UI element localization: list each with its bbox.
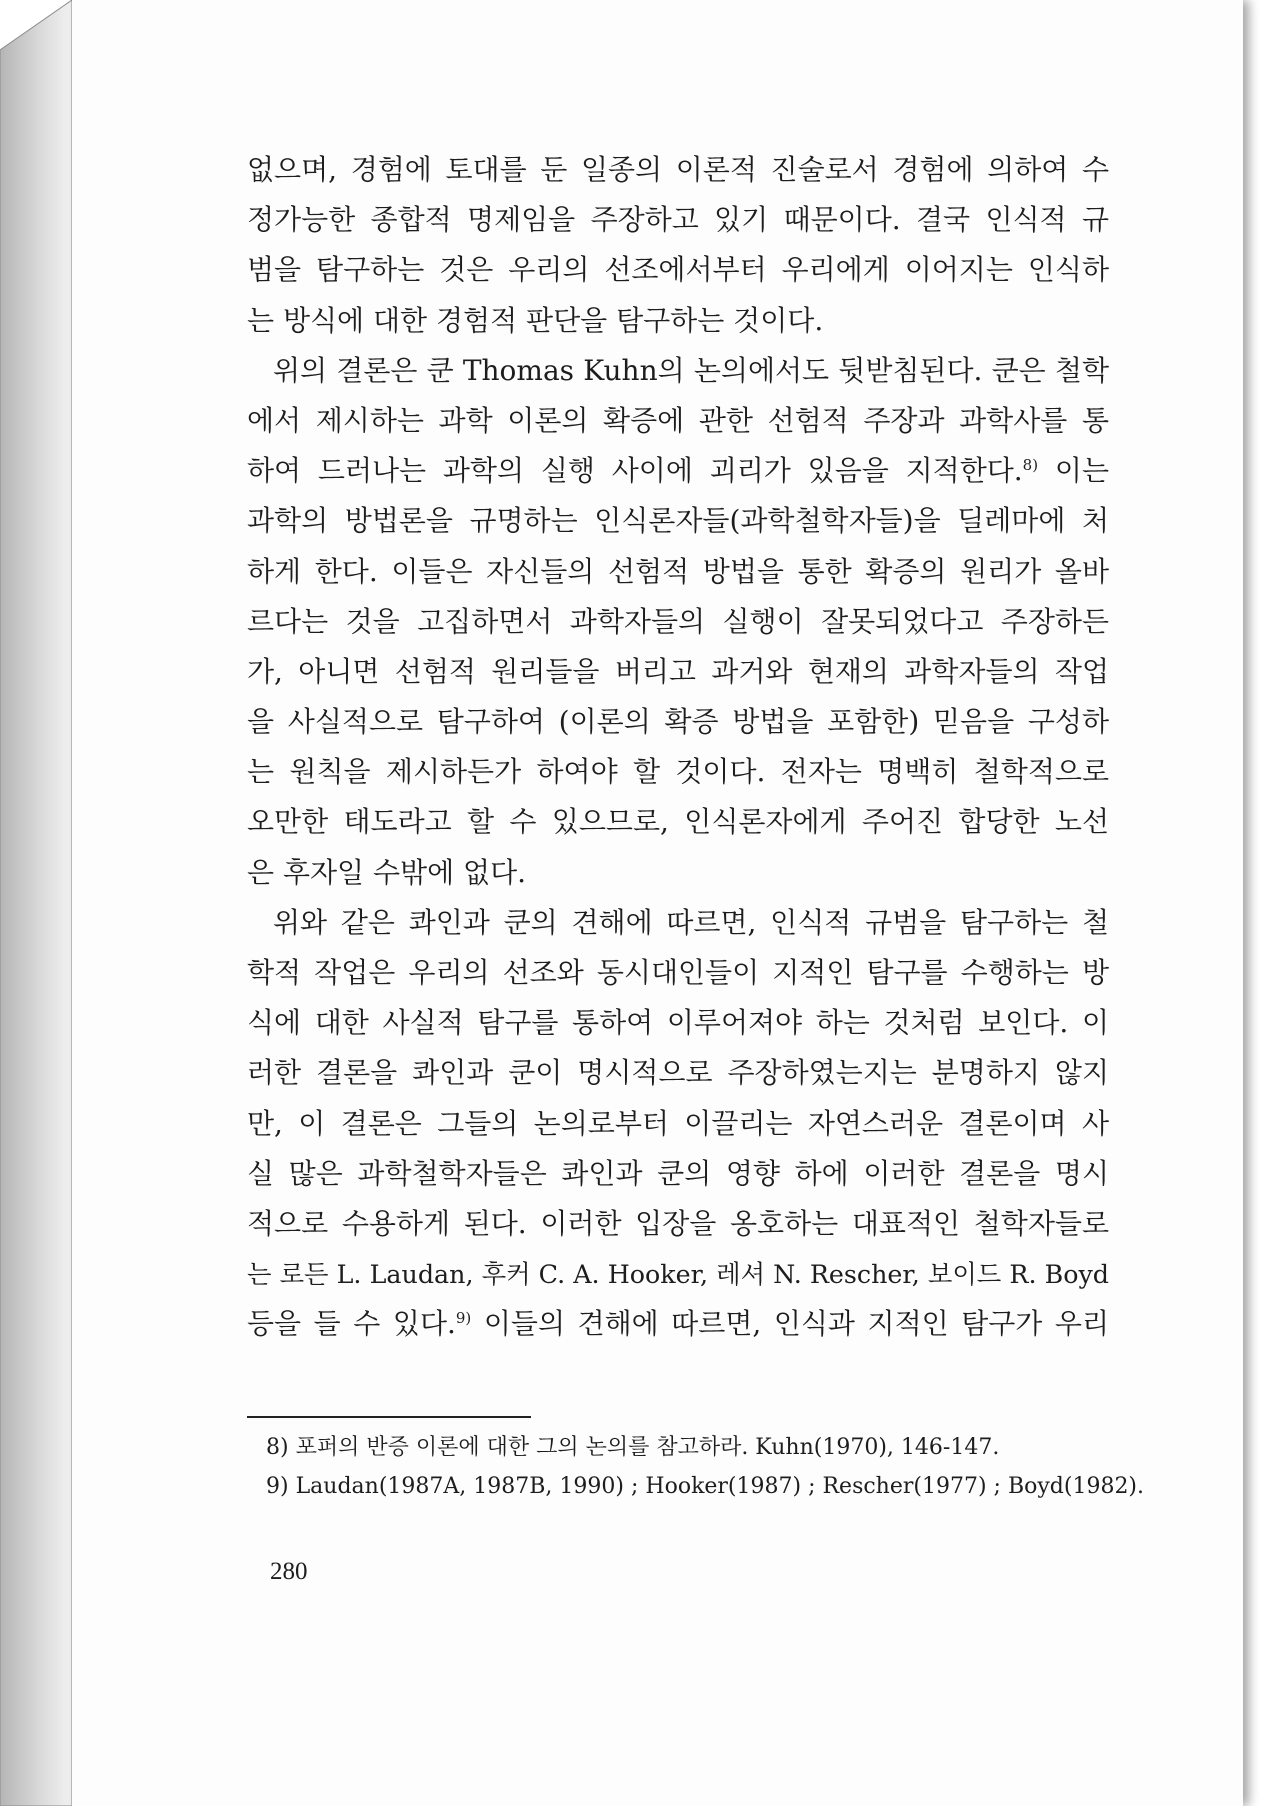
text-line [247,597,1109,647]
text-line [247,647,1109,697]
line-text: 범을 탐구하는 것은 우리의 선조에서부터 우리에게 이어지는 인식하 [247,253,1109,287]
footnote-divider [247,1416,531,1418]
text-line [247,547,1109,597]
line-text: 정가능한 종합적 명제임을 주장하고 있기 때문이다. 결국 인식적 규 [247,203,1109,237]
body-text [247,145,1109,1350]
line-text: 과학의 방법론을 규명하는 인식론자들(과학철학자들)을 딜레마에 처 [247,504,1109,538]
footnote-8: 8) 포퍼의 반증 이론에 대한 그의 논의를 참고하라. Kuhn(1970), 146-147. [266,1435,1000,1460]
footnote-marker: 8) [1022,456,1039,475]
line-text-continued: 이들의 견해에 따르면, 인식과 지적인 탐구가 우리 [471,1307,1109,1341]
line-text: 가, 아니면 선험적 원리들을 버리고 과거와 현재의 과학자들의 작업 [247,654,1109,688]
line-text: 실 많은 과학철학자들은 콰인과 쿤의 영향 하에 이러한 결론을 명시 [247,1156,1109,1190]
line-text: 위의 결론은 쿤 Thomas Kuhn의 논의에서도 뒷받침된다. 쿤은 철학 [273,353,1109,387]
line-text: 르다는 것을 고집하면서 과학자들의 실행이 잘못되었다고 주장하든 [247,604,1109,638]
text-line [247,1299,1109,1349]
text-line [247,346,1109,396]
line-text: 오만한 태도라고 할 수 있으므로, 인식론자에게 주어진 합당한 노선 [247,805,1109,839]
text-line [247,948,1109,998]
footnote-9: 9) Laudan(1987A, 1987B, 1990) ; Hooker(1987) ; Rescher(1977) ; Boyd(1982). [266,1474,1145,1499]
line-text: 없으며, 경험에 토대를 둔 일종의 이론적 진술로서 경험에 의하여 수 [247,153,1109,186]
text-line [247,697,1109,747]
line-text: 식에 대한 사실적 탐구를 통하여 이루어져야 하는 것처럼 보인다. 이 [247,1006,1109,1040]
text-line [247,998,1109,1048]
line-text: 는 로든 L. Laudan, 후커 C. A. Hooker, 레셔 N. Rescher, 보이드 R. Boyd [247,1259,1109,1290]
line-text: 하게 한다. 이들은 자신들의 선험적 방법을 통한 확증의 원리가 올바 [247,554,1109,588]
text-line [247,898,1109,948]
footnotes [266,1428,1145,1506]
page-number: 280 [270,1558,308,1585]
line-text: 학적 작업은 우리의 선조와 동시대인들이 지적인 탐구를 수행하는 방 [247,956,1109,989]
text-line [247,747,1109,797]
line-text: 만, 이 결론은 그들의 논의로부터 이끌리는 자연스러운 결론이며 사 [247,1106,1109,1140]
line-text: 하여 드러나는 과학의 실행 사이에 괴리가 있음을 지적한다. [247,454,1023,488]
text-line [247,496,1109,546]
text-line [247,446,1109,496]
text-line [247,848,1109,898]
line-text-continued: 이는 [1038,454,1109,488]
text-line [247,1149,1109,1199]
footnote-marker: 9) [455,1309,472,1328]
text-line [247,1099,1109,1149]
text-line [247,396,1109,446]
line-text: 위와 같은 콰인과 쿤의 견해에 따르면, 인식적 규범을 탐구하는 철 [273,905,1109,939]
text-line [247,145,1109,195]
text-line [247,1199,1109,1249]
line-text: 에서 제시하는 과학 이론의 확증에 관한 선험적 주장과 과학사를 통 [247,403,1109,437]
text-line [247,296,1109,346]
text-line [247,797,1109,847]
line-text: 는 원칙을 제시하든가 하여야 할 것이다. 전자는 명백히 철학적으로 [247,755,1109,789]
line-text: 적으로 수용하게 된다. 이러한 입장을 옹호하는 대표적인 철학자들로 [247,1206,1109,1240]
text-line [247,1249,1109,1299]
text-line [247,245,1109,295]
line-text: 을 사실적으로 탐구하여 (이론의 확증 방법을 포함한) 믿음을 구성하 [247,705,1109,739]
line-text: 등을 들 수 있다. [247,1307,456,1341]
line-text: 러한 결론을 콰인과 쿤이 명시적으로 주장하였는지는 분명하지 않지 [247,1056,1109,1090]
text-line [247,195,1109,245]
line-text: 은 후자일 수밖에 없다. [247,855,527,889]
text-line [247,1048,1109,1098]
line-text: 는 방식에 대한 경험적 판단을 탐구하는 것이다. [247,303,824,337]
